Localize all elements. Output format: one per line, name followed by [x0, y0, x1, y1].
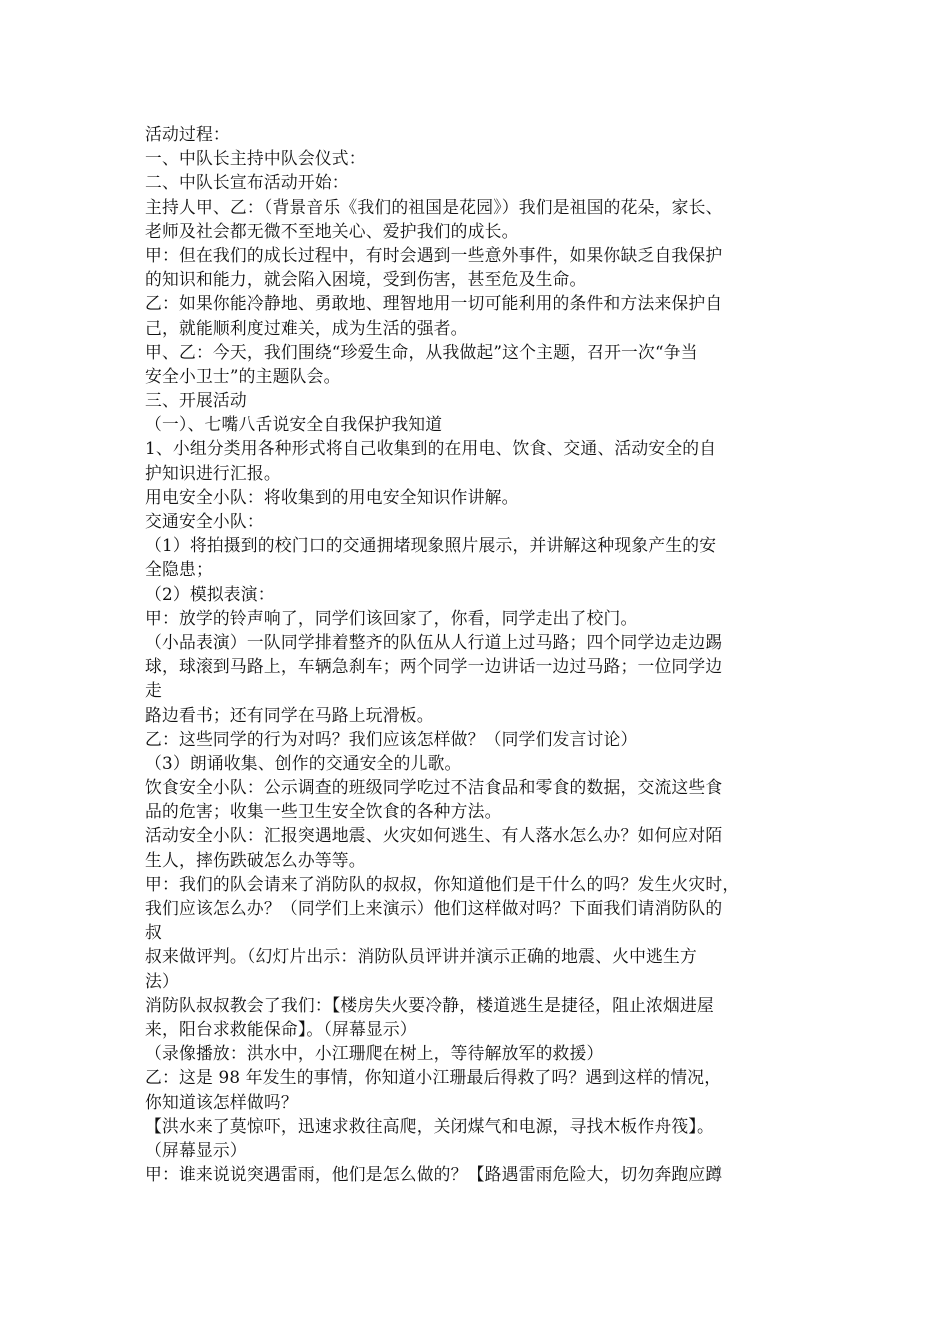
text-line: 甲：谁来说说突遇雷雨，他们是怎么做的？【路遇雷雨危险大，切勿奔跑应蹲	[145, 1164, 723, 1185]
text-line: 三、开展活动	[145, 390, 247, 411]
text-line: （1）将拍摄到的校门口的交通拥堵现象照片展示，并讲解这种现象产生的安	[145, 535, 717, 556]
text-line: （小品表演）一队同学排着整齐的队伍从人行道上过马路；四个同学边走边踢	[145, 631, 723, 652]
document-body	[145, 122, 815, 1186]
text-line: 甲：但在我们的成长过程中，有时会遇到一些意外事件，如果你缺乏自我保护	[145, 244, 723, 265]
text-line: （3）朗诵收集、创作的交通安全的儿歌。	[145, 752, 462, 773]
text-line: 己，就能顺利度过难关，成为生活的强者。	[145, 317, 468, 338]
text-line: 法）	[145, 970, 179, 991]
text-line: 活动过程：	[145, 124, 230, 144]
text-line: 【洪水来了莫惊吓，迅速求救往高爬，关闭煤气和电源，寻找木板作舟筏】。	[145, 1115, 714, 1136]
text-line: 我们应该怎么办？（同学们上来演示）他们这样做对吗？下面我们请消防队的	[145, 898, 723, 918]
text-line: 老师及社会都无微不至地关心、爱护我们的成长。	[145, 220, 519, 241]
text-line: 一、中队长主持中队会仪式：	[145, 148, 366, 169]
text-line: 乙：这是 98 年发生的事情，你知道小江珊最后得救了吗？遇到这样的情况，	[145, 1067, 722, 1088]
text-line: 乙：如果你能冷静地、勇敢地、理智地用一切可能利用的条件和方法来保护自	[145, 293, 723, 314]
text-line: 品的危害；收集一些卫生安全饮食的各种方法。	[145, 801, 502, 822]
text-line: 全隐患；	[145, 559, 213, 580]
text-line: 用电安全小队：将收集到的用电安全知识作讲解。	[145, 486, 519, 507]
text-line: 安全小卫士”的主题队会。	[145, 365, 341, 386]
text-line: 甲：我们的队会请来了消防队的叔叔，你知道他们是干什么的吗？发生火灾时，	[145, 873, 740, 894]
text-line: （2）模拟表演：	[145, 583, 275, 604]
text-line: 饮食安全小队：公示调查的班级同学吃过不洁食品和零食的数据，交流这些食	[145, 777, 723, 798]
text-line: 叔来做评判。（幻灯片出示：消防队员评讲并演示正确的地震、火中逃生方	[145, 946, 697, 967]
text-line: 甲、乙：今天，我们围绕“珍爱生命，从我做起”这个主题，召开一次“争当	[145, 341, 698, 362]
text-line: 你知道该怎样做吗？	[145, 1091, 298, 1112]
text-line: 路边看书；还有同学在马路上玩滑板。	[145, 704, 434, 725]
text-line: 主持人甲、乙：（背景音乐《我们的祖国是花园》）我们是祖国的花朵，家长、	[145, 196, 723, 217]
text-line: 1、小组分类用各种形式将自己收集到的在用电、饮食、交通、活动安全的自	[145, 438, 717, 459]
text-line: 甲：放学的铃声响了，同学们该回家了，你看，同学走出了校门。	[145, 607, 638, 628]
text-line: 乙：这些同学的行为对吗？我们应该怎样做？（同学们发言讨论）	[145, 728, 638, 749]
text-line: 来，阳台求救能保命】。（屏幕显示）	[145, 1018, 417, 1039]
text-line: （一）、七嘴八舌说安全自我保护我知道	[145, 414, 443, 435]
text-line: 二、中队长宣布活动开始：	[145, 172, 349, 193]
text-line: （屏幕显示）	[145, 1139, 247, 1160]
text-line: （录像播放：洪水中，小江珊爬在树上，等待解放军的救援）	[145, 1043, 604, 1064]
text-line: 活动安全小队：汇报突遇地震、火灾如何逃生、有人落水怎么办？如何应对陌	[145, 825, 723, 846]
text-line: 交通安全小队：	[145, 511, 264, 531]
text-line: 生人，摔伤跌破怎么办等等。	[145, 849, 366, 870]
text-line: 走	[145, 680, 162, 701]
text-line: 消防队叔叔教会了我们：【楼房失火要冷静，楼道逃生是捷径，阻止浓烟进屋	[145, 994, 714, 1015]
text-line: 球，球滚到马路上，车辆急刹车；两个同学一边讲话一边过马路；一位同学边	[145, 656, 723, 677]
text-line: 叔	[145, 922, 162, 943]
text-line: 的知识和能力，就会陷入困境，受到伤害，甚至危及生命。	[145, 269, 587, 290]
text-line: 护知识进行汇报。	[145, 462, 281, 483]
